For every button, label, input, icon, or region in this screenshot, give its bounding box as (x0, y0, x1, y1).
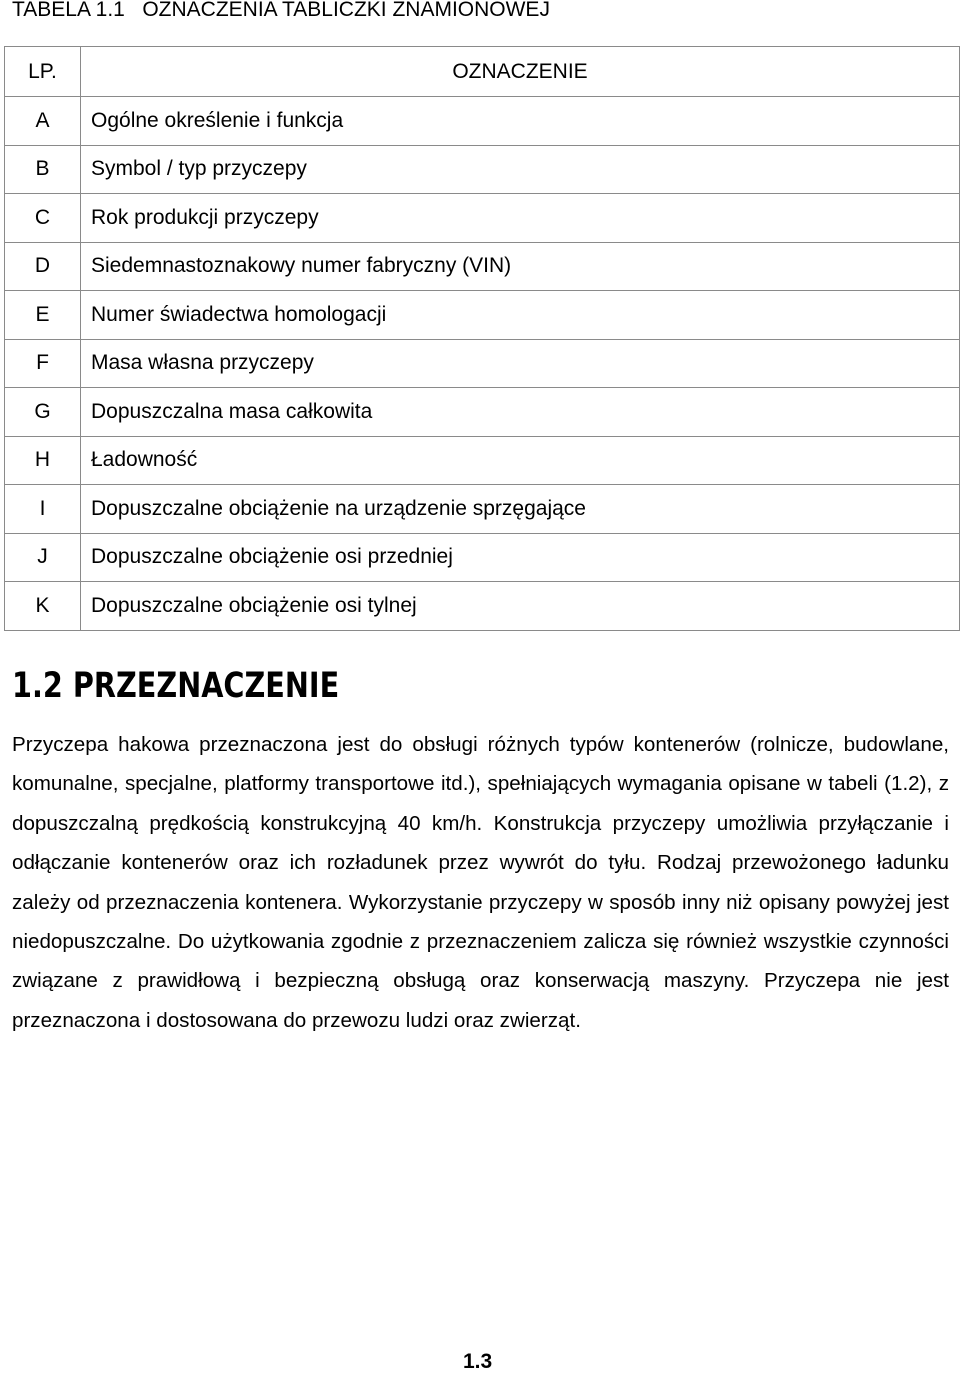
row-lp: D (5, 242, 81, 291)
table-title: TABELA 1.1 OZNACZENIA TABLICZKI ZNAMIONOWEJ (12, 0, 550, 21)
row-lp: J (5, 533, 81, 582)
table-row (5, 436, 960, 485)
nameplate-table (4, 46, 960, 631)
table-row (5, 145, 960, 194)
table-row (5, 582, 960, 631)
row-desc: Siedemnastoznakowy numer fabryczny (VIN) (81, 242, 960, 291)
column-header-oznaczenie: OZNACZENIE (81, 47, 960, 97)
row-desc: Dopuszczalne obciążenie osi przedniej (81, 533, 960, 582)
row-desc: Symbol / typ przyczepy (81, 145, 960, 194)
row-lp: F (5, 339, 81, 388)
page-number: 1.3 (463, 1350, 493, 1373)
row-lp: K (5, 582, 81, 631)
section-paragraph: Przyczepa hakowa przeznaczona jest do obsługi różnych typów kontenerów (rolnicze, budowlane, komunalne, specjalne, platformy transportowe itd.), spełniających wymagania opisane w tabeli (1.2), z dopuszczalną prędkością konstrukcyjną 40 km/h. Konstrukcja przyczepy umożliwia przyłączanie i odłączanie kontenerów oraz ich rozładunek przez wywrót do tyłu. Rodzaj przewożonego ładunku zależy od przeznaczenia kontenera. Wykorzystanie przyczepy w sposób inny niż opisany powyżej jest niedopuszczalne. Do użytkowania zgodnie z przeznaczeniem zalicza się również wszystkie czynności związane z prawidłową i bezpieczną obsługą oraz konserwacją maszyny. Przyczepa nie jest przeznaczona i dostosowana do przewozu ludzi oraz zwierząt. (12, 733, 949, 1032)
table-row (5, 194, 960, 243)
row-desc: Rok produkcji przyczepy (81, 194, 960, 243)
column-header-lp: LP. (5, 47, 81, 97)
row-desc: Numer świadectwa homologacji (81, 291, 960, 340)
table-header-row (5, 47, 960, 97)
row-desc: Dopuszczalna masa całkowita (81, 388, 960, 437)
table-row (5, 533, 960, 582)
row-desc: Dopuszczalne obciążenie osi tylnej (81, 582, 960, 631)
row-lp: E (5, 291, 81, 340)
section-heading: 1.2 PRZEZNACZENIE (12, 666, 340, 706)
table-row (5, 339, 960, 388)
row-desc: Dopuszczalne obciążenie na urządzenie sprzęgające (81, 485, 960, 534)
row-lp: H (5, 436, 81, 485)
row-desc: Masa własna przyczepy (81, 339, 960, 388)
row-desc: Ładowność (81, 436, 960, 485)
row-lp: B (5, 145, 81, 194)
table-row (5, 388, 960, 437)
row-lp: I (5, 485, 81, 534)
table-row (5, 242, 960, 291)
table-row (5, 291, 960, 340)
row-lp: C (5, 194, 81, 243)
table-row (5, 97, 960, 146)
row-desc: Ogólne określenie i funkcja (81, 97, 960, 146)
row-lp: A (5, 97, 81, 146)
row-lp: G (5, 388, 81, 437)
table-row (5, 485, 960, 534)
